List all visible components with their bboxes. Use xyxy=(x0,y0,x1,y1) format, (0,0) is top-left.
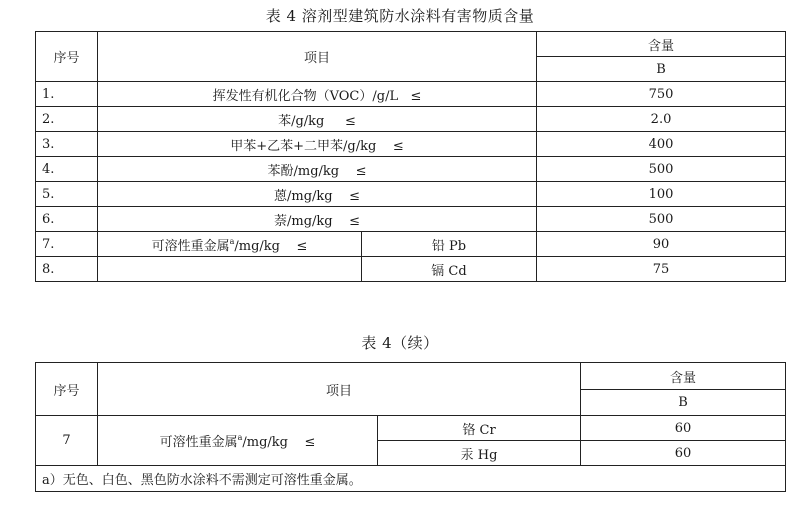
row-no: 8. xyxy=(36,257,98,282)
row-no: 5. xyxy=(36,182,98,207)
header-grade: B xyxy=(537,57,786,82)
row-no: 7 xyxy=(36,416,98,466)
cmp-symbol: ≤ xyxy=(296,238,308,254)
row-value: 500 xyxy=(537,207,786,232)
header-no: 序号 xyxy=(36,32,98,82)
row-no: 6. xyxy=(36,207,98,232)
row-metal: 铬 Cr xyxy=(378,416,581,441)
header-item: 项目 xyxy=(98,32,537,82)
hazard-table-continued xyxy=(35,362,786,492)
row-item: 可溶性重金属$^a$/mg/kg ≤ xyxy=(98,232,362,257)
cmp-symbol: ≤ xyxy=(410,88,422,104)
table-row xyxy=(36,257,786,282)
row-item: 苯/g/kg ≤ xyxy=(98,107,537,132)
row-value: 750 xyxy=(537,82,786,107)
header-grade: B xyxy=(581,390,786,416)
row-value: 500 xyxy=(537,157,786,182)
row-value: 60 xyxy=(581,441,786,466)
header-item: 项目 xyxy=(98,363,581,416)
hazard-table xyxy=(35,31,786,282)
row-no: 1. xyxy=(36,82,98,107)
row-no: 7. xyxy=(36,232,98,257)
row-value: 90 xyxy=(537,232,786,257)
table-row xyxy=(36,232,786,257)
table-footnote: a）无色、白色、黑色防水涂料不需测定可溶性重金属。 xyxy=(36,466,786,492)
header-no: 序号 xyxy=(36,363,98,416)
table-row xyxy=(36,107,786,132)
row-no: 4. xyxy=(36,157,98,182)
table-row xyxy=(36,157,786,182)
row-metal: 汞 Hg xyxy=(378,441,581,466)
row-item: 苯酚/mg/kg ≤ xyxy=(98,157,537,182)
row-item: 可溶性重金属$^a$/mg/kg ≤ xyxy=(98,416,378,466)
row-no: 3. xyxy=(36,132,98,157)
table-row xyxy=(36,132,786,157)
row-item: 蒽/mg/kg ≤ xyxy=(98,182,537,207)
row-value: 400 xyxy=(537,132,786,157)
row-item xyxy=(98,257,362,282)
header-content: 含量 xyxy=(537,32,786,57)
row-value: 75 xyxy=(537,257,786,282)
row-no: 2. xyxy=(36,107,98,132)
row-metal: 铅 Pb xyxy=(362,232,537,257)
cmp-symbol: ≤ xyxy=(349,213,361,229)
table-row xyxy=(36,416,786,441)
row-value: 2.0 xyxy=(537,107,786,132)
table-row xyxy=(36,82,786,107)
table-row xyxy=(36,207,786,232)
row-item: 萘/mg/kg ≤ xyxy=(98,207,537,232)
footnote-mark: a xyxy=(237,433,243,442)
cmp-symbol: ≤ xyxy=(355,163,367,179)
row-metal: 镉 Cd xyxy=(362,257,537,282)
footnote-mark: a xyxy=(229,236,235,246)
cmp-symbol: ≤ xyxy=(304,435,316,450)
cmp-symbol: ≤ xyxy=(392,138,404,154)
table-row xyxy=(36,182,786,207)
cmp-symbol: ≤ xyxy=(345,113,356,129)
row-value: 60 xyxy=(581,416,786,441)
row-item: 挥发性有机化合物（VOC）/g/L ≤ xyxy=(98,82,537,107)
cmp-symbol: ≤ xyxy=(349,188,361,204)
table2-title: 表 4（续） xyxy=(361,334,439,352)
row-item: 甲苯+乙苯+二甲苯/g/kg ≤ xyxy=(98,132,537,157)
row-value: 100 xyxy=(537,182,786,207)
header-content: 含量 xyxy=(581,363,786,390)
table1-title: 表 4 溶剂型建筑防水涂料有害物质含量 xyxy=(265,7,535,25)
